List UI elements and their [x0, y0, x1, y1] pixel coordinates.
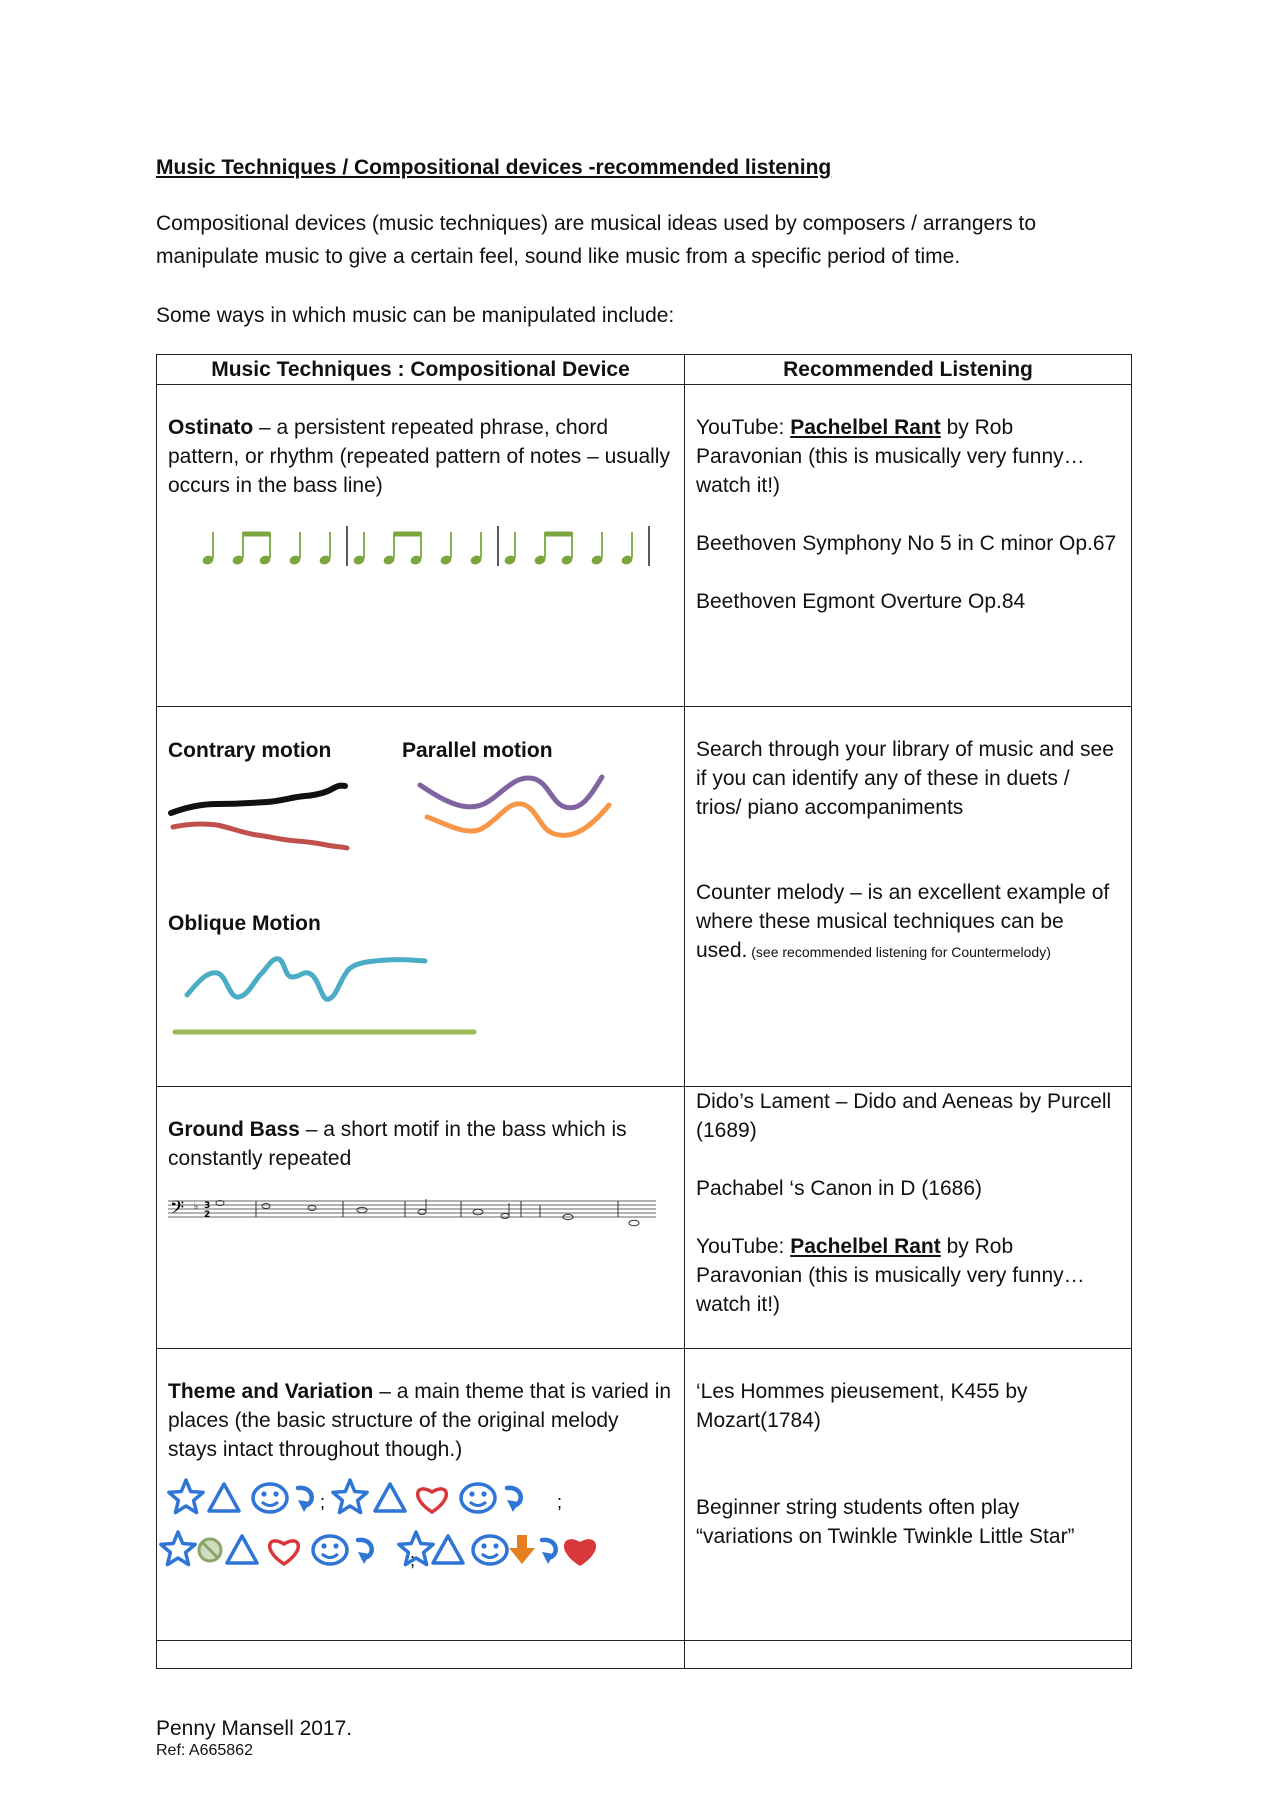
down-arrow-icon	[509, 1535, 535, 1564]
parallel-bottom-line	[427, 804, 609, 836]
heart-icon	[418, 1489, 447, 1512]
intro-lead-in: Some ways in which music can be manipulated include:	[156, 304, 675, 327]
listening-item: ‘Les Hommes pieusement, K455 by Mozart(1784)	[696, 1380, 1028, 1432]
crotchet-note	[469, 532, 482, 566]
theme-variation-term: Theme and Variation	[168, 1380, 374, 1403]
ostinato-desc: – a persistent repeated phrase, chord pattern, or rhythm (repeated pattern of notes – usually occurs in the bass line)	[168, 416, 670, 497]
listening-item: Pachabel ‘s Canon in D (1686)	[696, 1177, 983, 1200]
crotchet-note	[620, 532, 633, 566]
triangle-icon	[433, 1536, 463, 1563]
table-row	[157, 1087, 1132, 1349]
crotchet-note	[590, 532, 603, 566]
contrary-bottom-line	[173, 824, 347, 848]
listening-item: Beethoven Egmont Overture Op.84	[696, 590, 1026, 613]
separator: ;	[557, 1492, 563, 1512]
smiley-icon	[313, 1536, 347, 1564]
crotchet-note	[318, 532, 331, 566]
bass-clef-icon: 𝄢	[170, 1198, 185, 1223]
separator: ;	[410, 1550, 416, 1570]
smiley-icon	[473, 1536, 507, 1564]
pachelbel-rant-link[interactable]: Pachelbel Rant	[790, 416, 941, 439]
ground-bass-desc: – a short motif in the bass which is constantly repeated	[168, 1118, 627, 1170]
star-icon	[161, 1532, 195, 1565]
curved-arrow-icon	[542, 1540, 556, 1564]
beamed-quavers	[533, 532, 573, 566]
ostinato-listening-cell	[685, 385, 1132, 707]
star-icon	[399, 1532, 433, 1565]
techniques-table	[156, 354, 1132, 1669]
table-row	[157, 385, 1132, 707]
triangle-icon	[227, 1536, 257, 1563]
theme-variation-desc: – a main theme that is varied in places (the basic structure of the original melody stays intact throughout though.)	[168, 1380, 672, 1461]
header-listening: Recommended Listening	[685, 355, 1132, 385]
ostinato-term: Ostinato	[168, 416, 254, 439]
rhythm-notation	[201, 526, 649, 566]
theme-variation-listening-cell	[685, 1349, 1132, 1641]
heart-icon	[270, 1541, 299, 1564]
contrary-top-line	[171, 786, 345, 813]
crotchet-note	[503, 532, 516, 566]
header-device: Music Techniques : Compositional Device	[157, 355, 685, 385]
smiley-icon	[253, 1484, 287, 1512]
crotchet-note	[201, 532, 214, 566]
motion-listening-cell	[685, 707, 1132, 1087]
footer-author: Penny Mansell 2017.	[156, 1717, 353, 1740]
note-stems	[426, 1199, 540, 1217]
listening-item: Beethoven Symphony No 5 in C minor Op.67	[696, 532, 1117, 555]
table-row	[157, 1349, 1132, 1641]
ground-bass-staff	[168, 1189, 658, 1239]
oblique-wave-line	[187, 959, 425, 1000]
oblique-motion-label: Oblique Motion	[168, 912, 321, 935]
ostinato-rhythm-notes	[168, 522, 678, 572]
motion-cell	[157, 707, 685, 1087]
ground-bass-cell	[157, 1087, 685, 1349]
theme-variation-cell	[157, 1349, 685, 1641]
intro-paragraph: Compositional devices (music techniques) are musical ideas used by composers / arrangers to manipulate music to give a certain feel, sound like music from a specific period of time.	[156, 212, 1037, 268]
footer-ref: Ref: A665862	[156, 1742, 253, 1759]
star-icon	[333, 1480, 367, 1513]
contrary-motion-label: Contrary motion	[168, 739, 332, 762]
variation-symbols	[160, 1468, 670, 1578]
page-title: Music Techniques / Compositional devices -recommended listening	[156, 156, 832, 179]
listening-item: YouTube: Pachelbel Rant by Rob Paravonian (this is musically very funny… watch it!)	[696, 1235, 1085, 1316]
separator: ;	[320, 1492, 326, 1512]
crotchet-note	[439, 532, 452, 566]
curved-arrow-icon	[298, 1488, 312, 1512]
time-signature: 2	[204, 1210, 211, 1220]
triangle-icon	[209, 1484, 239, 1511]
ostinato-cell	[157, 385, 685, 707]
beamed-quavers	[382, 532, 422, 566]
table-row-empty	[157, 1641, 1132, 1669]
triangle-icon	[375, 1484, 405, 1511]
listening-item: YouTube: Pachelbel Rant by Rob Paravonian (this is musically very funny… watch it!)	[696, 416, 1085, 497]
ground-bass-listening-cell	[685, 1087, 1132, 1349]
listening-item: Beginner string students often play “variations on Twinkle Twinkle Little Star”	[696, 1496, 1075, 1548]
listening-item: Search through your library of music and see if you can identify any of these in duets / trios/ piano accompaniments	[696, 738, 1114, 819]
smiley-icon	[461, 1484, 495, 1512]
beamed-quavers	[231, 532, 271, 566]
ground-bass-term: Ground Bass	[168, 1118, 300, 1141]
parallel-motion-label: Parallel motion	[402, 739, 553, 762]
star-icon	[169, 1480, 203, 1513]
table-row	[157, 707, 1132, 1087]
listening-item: Counter melody – is an excellent example of where these musical techniques can be used. (see recommended listening for Countermelody)	[696, 881, 1110, 962]
crotchet-note	[352, 532, 365, 566]
curved-arrow-icon	[358, 1540, 372, 1564]
heart-icon	[566, 1541, 595, 1564]
symbol-sequence	[161, 1480, 594, 1565]
time-signature: 3	[204, 1201, 211, 1211]
crotchet-note	[288, 532, 301, 566]
listening-item: Dido’s Lament – Dido and Aeneas by Purcell (1689)	[696, 1090, 1112, 1142]
curved-arrow-icon	[507, 1488, 521, 1512]
no-sign-icon	[199, 1539, 221, 1561]
pachelbel-rant-link[interactable]: Pachelbel Rant	[790, 1235, 941, 1258]
motion-diagrams	[157, 707, 685, 1086]
table-header-row	[157, 355, 1132, 385]
flat-sign-icon: ♭	[194, 1202, 199, 1212]
staff-lines	[168, 1201, 656, 1217]
